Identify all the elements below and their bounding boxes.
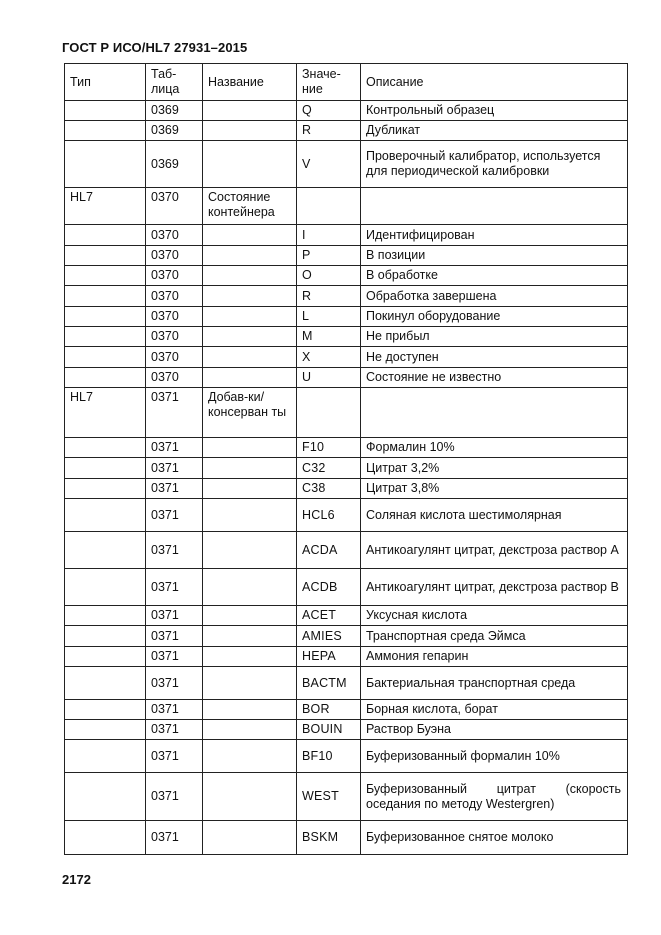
cell-name bbox=[203, 821, 297, 855]
cell-name bbox=[203, 327, 297, 347]
cell-type bbox=[65, 368, 146, 388]
cell-type bbox=[65, 606, 146, 626]
table-row bbox=[65, 773, 628, 821]
cell-description: Антикоагулянт цитрат, декстроза раствор B bbox=[361, 569, 628, 606]
table-row bbox=[65, 667, 628, 700]
cell-value: F10 bbox=[297, 438, 361, 458]
cell-table-code: 0370 bbox=[146, 327, 203, 347]
cell-value: L bbox=[297, 307, 361, 327]
table-header-row bbox=[65, 64, 628, 101]
cell-table-code: 0370 bbox=[146, 225, 203, 246]
cell-table-code: 0369 bbox=[146, 141, 203, 188]
cell-description: В обработке bbox=[361, 266, 628, 286]
cell-table-code: 0370 bbox=[146, 307, 203, 327]
cell-table-code: 0370 bbox=[146, 188, 203, 225]
cell-table-code: 0371 bbox=[146, 720, 203, 740]
cell-description: Не прибыл bbox=[361, 327, 628, 347]
cell-name bbox=[203, 266, 297, 286]
cell-table-code: 0371 bbox=[146, 606, 203, 626]
column-header-name: Название bbox=[203, 64, 297, 101]
cell-value: ACET bbox=[297, 606, 361, 626]
cell-table-code: 0371 bbox=[146, 626, 203, 647]
cell-value: R bbox=[297, 286, 361, 307]
table-body bbox=[65, 101, 628, 855]
cell-value: ACDA bbox=[297, 532, 361, 569]
cell-description bbox=[361, 388, 628, 438]
table-row bbox=[65, 225, 628, 246]
cell-name bbox=[203, 532, 297, 569]
cell-type bbox=[65, 647, 146, 667]
cell-description: Не доступен bbox=[361, 347, 628, 368]
cell-name: Добав-ки/консерван ты bbox=[203, 388, 297, 438]
cell-table-code: 0371 bbox=[146, 532, 203, 569]
cell-table-code: 0370 bbox=[146, 266, 203, 286]
cell-type bbox=[65, 626, 146, 647]
cell-name bbox=[203, 773, 297, 821]
table-row bbox=[65, 266, 628, 286]
table-row bbox=[65, 141, 628, 188]
cell-value: R bbox=[297, 121, 361, 141]
cell-value: P bbox=[297, 246, 361, 266]
cell-value: HEPA bbox=[297, 647, 361, 667]
cell-table-code: 0371 bbox=[146, 569, 203, 606]
cell-table-code: 0371 bbox=[146, 700, 203, 720]
table-row bbox=[65, 740, 628, 773]
cell-value: BOR bbox=[297, 700, 361, 720]
cell-value bbox=[297, 388, 361, 438]
cell-value: O bbox=[297, 266, 361, 286]
cell-description: Идентифицирован bbox=[361, 225, 628, 246]
cell-value: M bbox=[297, 327, 361, 347]
cell-type bbox=[65, 225, 146, 246]
cell-name bbox=[203, 667, 297, 700]
cell-type bbox=[65, 773, 146, 821]
table-row bbox=[65, 101, 628, 121]
cell-table-code: 0370 bbox=[146, 286, 203, 307]
cell-description: Транспортная среда Эймса bbox=[361, 626, 628, 647]
table-row bbox=[65, 307, 628, 327]
cell-type bbox=[65, 458, 146, 479]
cell-description: Раствор Буэна bbox=[361, 720, 628, 740]
cell-description: Формалин 10% bbox=[361, 438, 628, 458]
cell-type bbox=[65, 667, 146, 700]
cell-type bbox=[65, 266, 146, 286]
cell-name bbox=[203, 438, 297, 458]
cell-table-code: 0371 bbox=[146, 740, 203, 773]
cell-description: Буферизованный цитрат (скорость оседания по методу Westergren) bbox=[361, 773, 628, 821]
code-table bbox=[64, 63, 628, 855]
table-row bbox=[65, 188, 628, 225]
cell-table-code: 0369 bbox=[146, 121, 203, 141]
cell-table-code: 0371 bbox=[146, 388, 203, 438]
table-row bbox=[65, 286, 628, 307]
cell-name bbox=[203, 626, 297, 647]
table-row bbox=[65, 368, 628, 388]
table-row bbox=[65, 720, 628, 740]
cell-name bbox=[203, 499, 297, 532]
cell-description: В позиции bbox=[361, 246, 628, 266]
cell-table-code: 0370 bbox=[146, 368, 203, 388]
cell-value: BF10 bbox=[297, 740, 361, 773]
table-row bbox=[65, 438, 628, 458]
cell-value: I bbox=[297, 225, 361, 246]
cell-description: Состояние не известно bbox=[361, 368, 628, 388]
table-row bbox=[65, 499, 628, 532]
column-header-table: Таб- лица bbox=[146, 64, 203, 101]
table-row bbox=[65, 479, 628, 499]
cell-description: Аммония гепарин bbox=[361, 647, 628, 667]
cell-description: Антикоагулянт цитрат, декстроза раствор A bbox=[361, 532, 628, 569]
cell-description: Проверочный калибратор, используется для периодической калибровки bbox=[361, 141, 628, 188]
cell-description: Буферизованное снятое молоко bbox=[361, 821, 628, 855]
cell-table-code: 0370 bbox=[146, 347, 203, 368]
cell-name bbox=[203, 479, 297, 499]
cell-name bbox=[203, 458, 297, 479]
cell-description: Уксусная кислота bbox=[361, 606, 628, 626]
table-row bbox=[65, 821, 628, 855]
cell-description: Соляная кислота шестимолярная bbox=[361, 499, 628, 532]
cell-value: BOUIN bbox=[297, 720, 361, 740]
cell-value: U bbox=[297, 368, 361, 388]
cell-description: Бактериальная транспортная среда bbox=[361, 667, 628, 700]
table-row bbox=[65, 647, 628, 667]
cell-table-code: 0371 bbox=[146, 499, 203, 532]
cell-value bbox=[297, 188, 361, 225]
table-row bbox=[65, 458, 628, 479]
cell-value: HCL6 bbox=[297, 499, 361, 532]
cell-type bbox=[65, 286, 146, 307]
cell-type: HL7 bbox=[65, 188, 146, 225]
cell-value: C38 bbox=[297, 479, 361, 499]
cell-name bbox=[203, 286, 297, 307]
cell-type bbox=[65, 740, 146, 773]
cell-value: ACDB bbox=[297, 569, 361, 606]
cell-type bbox=[65, 101, 146, 121]
cell-type bbox=[65, 246, 146, 266]
cell-name: Состояние контейнера bbox=[203, 188, 297, 225]
cell-value: Q bbox=[297, 101, 361, 121]
cell-value: V bbox=[297, 141, 361, 188]
cell-value: AMIES bbox=[297, 626, 361, 647]
table-row bbox=[65, 388, 628, 438]
cell-name bbox=[203, 569, 297, 606]
cell-type bbox=[65, 327, 146, 347]
cell-value: BACTM bbox=[297, 667, 361, 700]
cell-table-code: 0371 bbox=[146, 821, 203, 855]
cell-name bbox=[203, 606, 297, 626]
cell-description: Цитрат 3,2% bbox=[361, 458, 628, 479]
cell-type bbox=[65, 347, 146, 368]
cell-description: Буферизованный формалин 10% bbox=[361, 740, 628, 773]
table-row bbox=[65, 700, 628, 720]
cell-description: Контрольный образец bbox=[361, 101, 628, 121]
cell-description: Борная кислота, борат bbox=[361, 700, 628, 720]
cell-name bbox=[203, 647, 297, 667]
table-row bbox=[65, 532, 628, 569]
cell-name bbox=[203, 700, 297, 720]
cell-name bbox=[203, 121, 297, 141]
cell-table-code: 0371 bbox=[146, 667, 203, 700]
cell-type bbox=[65, 121, 146, 141]
cell-type bbox=[65, 479, 146, 499]
column-header-type: Тип bbox=[65, 64, 146, 101]
cell-table-code: 0370 bbox=[146, 246, 203, 266]
cell-name bbox=[203, 225, 297, 246]
cell-table-code: 0371 bbox=[146, 647, 203, 667]
cell-name bbox=[203, 141, 297, 188]
cell-description: Цитрат 3,8% bbox=[361, 479, 628, 499]
table-row bbox=[65, 606, 628, 626]
cell-type: HL7 bbox=[65, 388, 146, 438]
table-row bbox=[65, 626, 628, 647]
table-row bbox=[65, 569, 628, 606]
cell-value: X bbox=[297, 347, 361, 368]
cell-type bbox=[65, 499, 146, 532]
cell-value: BSKM bbox=[297, 821, 361, 855]
cell-type bbox=[65, 532, 146, 569]
table-row bbox=[65, 347, 628, 368]
cell-name bbox=[203, 246, 297, 266]
cell-table-code: 0371 bbox=[146, 438, 203, 458]
cell-name bbox=[203, 307, 297, 327]
cell-name bbox=[203, 740, 297, 773]
cell-type bbox=[65, 141, 146, 188]
cell-type bbox=[65, 438, 146, 458]
cell-description: Обработка завершена bbox=[361, 286, 628, 307]
cell-table-code: 0369 bbox=[146, 101, 203, 121]
document-header: ГОСТ Р ИСО/HL7 27931–2015 bbox=[62, 40, 248, 55]
cell-name bbox=[203, 368, 297, 388]
cell-name bbox=[203, 720, 297, 740]
cell-description: Дубликат bbox=[361, 121, 628, 141]
cell-table-code: 0371 bbox=[146, 458, 203, 479]
column-header-value: Значе- ние bbox=[297, 64, 361, 101]
page-number: 2172 bbox=[62, 872, 91, 887]
cell-type bbox=[65, 821, 146, 855]
table-row bbox=[65, 121, 628, 141]
cell-type bbox=[65, 700, 146, 720]
column-header-description: Описание bbox=[361, 64, 628, 101]
cell-type bbox=[65, 720, 146, 740]
cell-table-code: 0371 bbox=[146, 479, 203, 499]
cell-description: Покинул оборудование bbox=[361, 307, 628, 327]
cell-description bbox=[361, 188, 628, 225]
table-row bbox=[65, 246, 628, 266]
cell-value: WEST bbox=[297, 773, 361, 821]
cell-type bbox=[65, 569, 146, 606]
cell-table-code: 0371 bbox=[146, 773, 203, 821]
table-row bbox=[65, 327, 628, 347]
cell-name bbox=[203, 347, 297, 368]
cell-name bbox=[203, 101, 297, 121]
cell-value: C32 bbox=[297, 458, 361, 479]
cell-type bbox=[65, 307, 146, 327]
